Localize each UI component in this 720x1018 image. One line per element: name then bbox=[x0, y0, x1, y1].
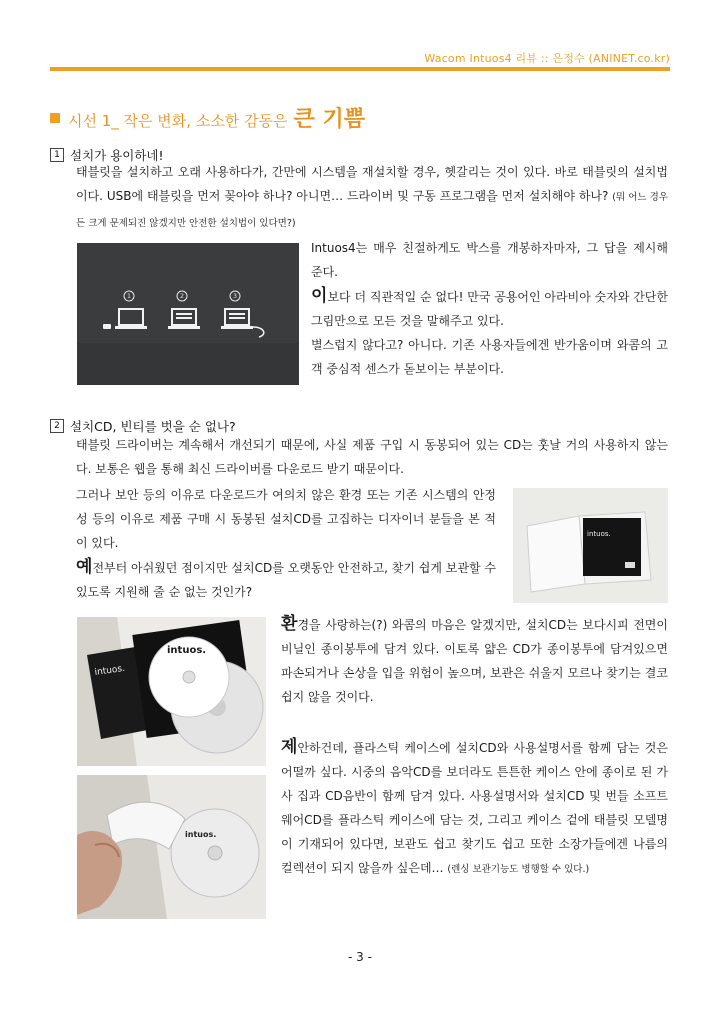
paragraph-note: (뭐 어느 경우든 크게 문제되진 않겠지만 안전한 설치법이 있다면?) bbox=[76, 192, 668, 229]
paragraph-text: 그러나 보안 등의 이유로 다운로드가 여의치 않은 환경 또는 기존 시스템의 안정성 등의 이유로 제품 구매 시 동봉된 설치CD를 고집하는 디자이너 분들을 본 적이 있다. bbox=[76, 488, 496, 550]
dropcap-letter: 제 bbox=[281, 737, 298, 757]
cd-sleeve-photo bbox=[77, 617, 266, 766]
paragraph-text: 전부터 아쉬웠던 점이지만 설치CD를 오랫동안 안전하고, 찾기 쉽게 보관할 수 있도록 지원해 줄 순 없는 것인가? bbox=[76, 561, 496, 599]
hand-cd-photo bbox=[77, 775, 266, 919]
subheading-title: 설치CD, 빈티를 벗을 순 없나? bbox=[70, 419, 236, 434]
subheading-title: 설치가 용이하네! bbox=[70, 148, 164, 163]
paragraph-text: 안하건데, 플라스틱 케이스에 설치CD와 사용설명서를 함께 담는 것은 어떨까 싶다. 시중의 음악CD를 보더라도 튼튼한 케이스 안에 종이로 된 가사 집과 CD음반이 함께 담겨 있다. 사용설명서와 설치CD 및 번들 소프트웨어CD를 플라스틱 케이스에 담는 것, 그리고 케이스 겉에 태블릿 모델명이 기재되어 있다면, 보관도 쉽고 찾기도 쉽고 또한 소장가들에겐 나름의 컬렉션이 되지 않을까 싶은데… bbox=[281, 741, 668, 875]
box-brand: intuos. bbox=[94, 663, 126, 678]
paragraph-text: 태블릿을 설치하고 오래 사용하다가, 간만에 시스템을 재설치할 경우, 헷갈리는 것이 있다. 바로 태블릿의 설치법이다. USB에 태블릿을 먼저 꽂아야 하나? 아니면… 드라이버 및 구동 프로그램을 먼저 설치해야 하나? bbox=[76, 165, 668, 203]
bullet-square-icon bbox=[50, 113, 60, 123]
header-title: Wacom Intuos4 리뷰 :: 은정수 (ANINET.co.kr) bbox=[424, 52, 670, 65]
section-title bbox=[50, 102, 365, 133]
cd-brand: intuos. bbox=[167, 645, 207, 656]
paragraph-answer bbox=[311, 236, 668, 381]
paragraph-note: (렌싱 보관기능도 병행할 수 있다.) bbox=[447, 864, 590, 875]
step-num-2: 2 bbox=[180, 293, 184, 300]
number-box-icon: 2 bbox=[50, 419, 64, 433]
paragraph-dropcap bbox=[76, 555, 496, 604]
paragraph-suggestion bbox=[281, 735, 668, 882]
paragraph-environment bbox=[281, 612, 668, 709]
page-number: - 3 - bbox=[348, 950, 372, 964]
paragraph-driver: 태블릿 드라이버는 계속해서 개선되기 때문에, 사실 제품 구입 시 동봉되어 있는 CD는 훗날 거의 사용하지 않는다. 보통은 웹을 통해 최신 드라이버를 다운로드 받기 때문이다. bbox=[76, 438, 668, 476]
dropcap-letter: 이 bbox=[311, 286, 328, 306]
step-num-3: 3 bbox=[233, 293, 237, 300]
dropcap-letter: 환 bbox=[281, 614, 298, 634]
box-brand: intuos. bbox=[587, 530, 611, 538]
package-box-photo bbox=[513, 488, 668, 603]
section-title-big: 큰 기쁨 bbox=[293, 107, 365, 132]
number-box-icon: 1 bbox=[50, 148, 64, 162]
paragraph-text: Intuos4는 매우 친절하게도 박스를 개봉하자마자, 그 답을 제시해 준다. bbox=[311, 241, 668, 279]
section-title-small: 시선 1_ 작은 변화, 소소한 감동은 bbox=[68, 112, 288, 130]
paragraph-text: 별스럽지 않다고? 아니다. 기존 사용자들에겐 반가움이며 와콤의 고객 중심적 센스가 돋보이는 부분이다. bbox=[311, 338, 668, 376]
step-num-1: 1 bbox=[127, 293, 131, 300]
paragraph-text: 보다 더 직관적일 순 없다! 만국 공용어인 아라비아 숫자와 간단한 그림만으로 모든 것을 말해주고 있다. bbox=[311, 290, 668, 328]
paragraph-intro bbox=[76, 160, 668, 236]
paragraph-security bbox=[76, 483, 496, 604]
paragraph-dropcap bbox=[311, 284, 668, 333]
paragraph-text: 경을 사랑하는(?) 와콤의 마음은 알겠지만, 설치CD는 보다시피 전면이 비닐인 종이봉투에 담겨 있다. 이토록 얇은 CD가 종이봉투에 담겨있으면 파손되거나 손상을 입을 위험이 높으며, 보관은 쉬울지 모르나 찾기는 결코 쉽지 않을 것이다. bbox=[281, 618, 668, 704]
dropcap-letter: 예 bbox=[76, 557, 93, 577]
cd-brand: intuos. bbox=[185, 830, 217, 839]
header-rule bbox=[50, 67, 670, 71]
install-guide-photo bbox=[77, 243, 299, 385]
